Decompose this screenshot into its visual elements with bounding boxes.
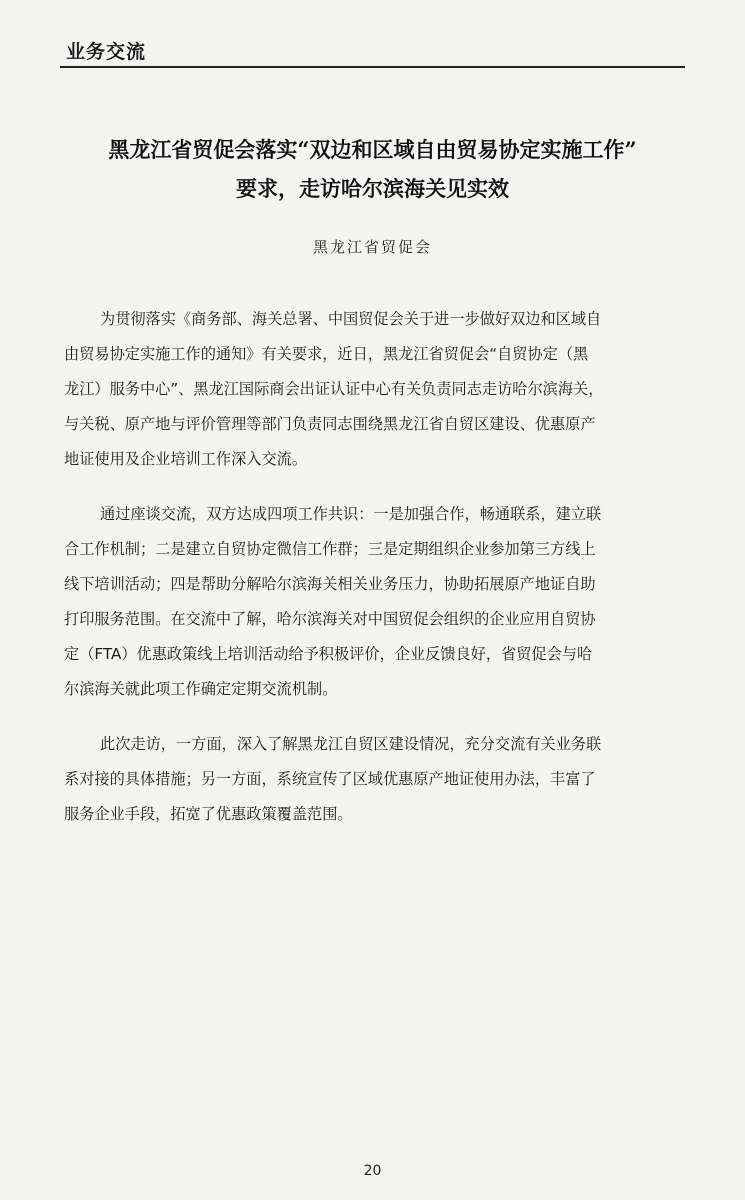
paragraph	[64, 497, 684, 707]
text-line: 由贸易协定实施工作的通知》有关要求，近日，黑龙江省贸促会“自贸协定（黑	[64, 345, 589, 363]
text-line: 打印服务范围。在交流中了解，哈尔滨海关对中国贸促会组织的企业应用自贸协	[64, 610, 596, 628]
text-line: 龙江）服务中心”、黑龙江国际商会出证认证中心有关负责同志走访哈尔滨海关，	[64, 380, 604, 398]
article-body	[64, 302, 684, 852]
header-rule	[60, 66, 685, 68]
text-line: 合工作机制；二是建立自贸协定微信工作群；三是定期组织企业参加第三方线上	[64, 540, 596, 558]
paragraph	[64, 727, 684, 832]
text-line: 此次走访，一方面，深入了解黑龙江自贸区建设情况，充分交流有关业务联	[100, 735, 602, 753]
text-line: 通过座谈交流，双方达成四项工作共识：一是加强合作，畅通联系，建立联	[100, 505, 602, 523]
title-line: 黑龙江省贸促会落实“双边和区域自由贸易协定实施工作”	[108, 137, 637, 162]
article-author: 黑龙江省贸促会	[312, 238, 432, 256]
text-line: 地证使用及企业培训工作深入交流。	[64, 450, 307, 468]
text-line: 定（FTA）优惠政策线上培训活动给予积极评价，企业反馈良好，省贸促会与哈	[64, 645, 593, 663]
text-line: 服务企业手段，拓宽了优惠政策覆盖范围。	[64, 805, 353, 823]
text-line: 为贯彻落实《商务部、海关总署、中国贸促会关于进一步做好双边和区域自	[100, 310, 602, 328]
page-number: 20	[363, 1163, 382, 1179]
text-line: 线下培训活动；四是帮助分解哈尔滨海关相关业务压力，协助拓展原产地证自助	[64, 575, 596, 593]
text-line: 系对接的具体措施；另一方面，系统宣传了区域优惠原产地证使用办法，丰富了	[64, 770, 596, 788]
title-line: 要求，走访哈尔滨海关见实效	[236, 176, 509, 201]
text-line: 与关税、原产地与评价管理等部门负责同志围绕黑龙江省自贸区建设、优惠原产	[64, 415, 596, 433]
article-title	[60, 130, 685, 208]
paragraph	[64, 302, 684, 477]
text-line: 尔滨海关就此项工作确定定期交流机制。	[64, 680, 338, 698]
section-header: 业务交流	[66, 41, 147, 63]
